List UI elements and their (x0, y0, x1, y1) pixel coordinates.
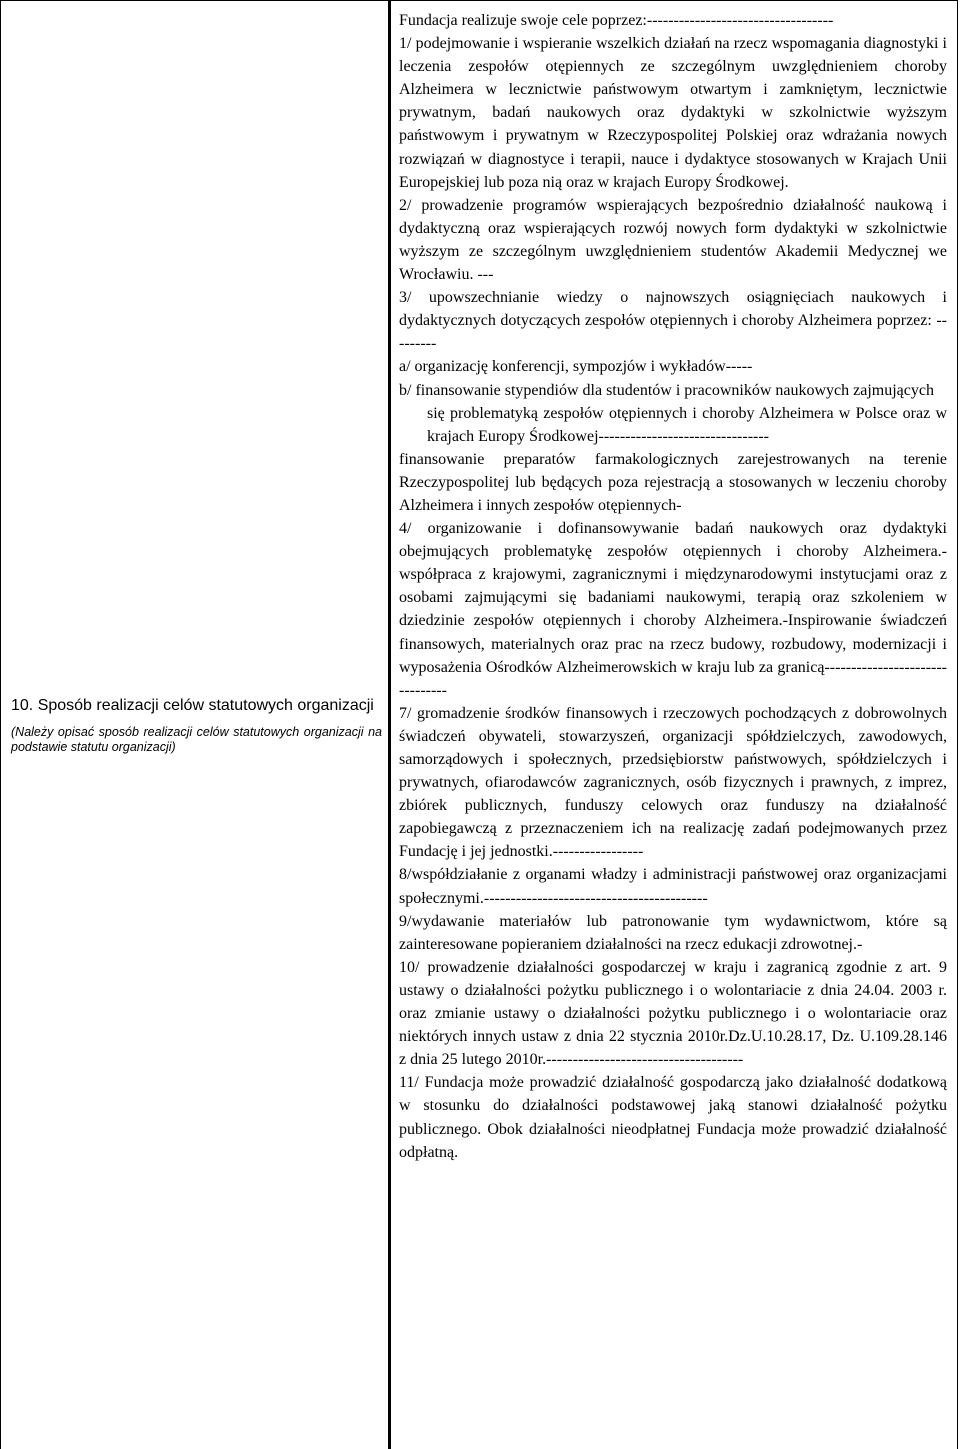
paragraph-4: 4/ organizowanie i dofinansowywanie badań naukowych oraz dydaktyki obejmujących problematykę zespołów otępiennych i choroby Alzheimera.-współpraca z krajowymi, zagranicznymi i międzynarodowymi instytucjami oraz z osobami zajmującymi się badaniami naukowymi, terapią oraz szkoleniem w dziedzinie zespołów otępiennych i choroby Alzheimera.-Inspirowanie świadczeń finansowych, materialnych oraz prac na rzecz budowy, rozbudowy, modernizacji i wyposażenia Ośrodków Alzheimerowskich w kraju lub za granicą-------------------------------- (399, 520, 947, 699)
section-content-cell (391, 1, 957, 1449)
intro-line: Fundacja realizuje swoje cele poprzez:----------------------------------- (399, 12, 834, 29)
section-label-cell (1, 1, 391, 1449)
paragraph-2: 2/ prowadzenie programów wspierających bezpośrednio działalność naukową i dydaktyczną oraz wspierających rozwój nowych form dydaktyki w szkolnictwie wyższym ze szczególnym uwzględnieniem studentów Akademii Medycznej we Wrocławiu. --- (399, 196, 947, 284)
paragraph-3a: a/ organizację konferencji, sympozjów i wykładów----- (399, 358, 753, 376)
section-title: 10. Sposób realizacji celów statutowych organizacji (11, 697, 374, 714)
paragraph-3b: b/ finansowanie stypendiów dla studentów i pracowników naukowych zajmujących (399, 381, 934, 399)
paragraph-7: 7/ gromadzenie środków finansowych i rzeczowych pochodzących z dobrowolnych świadczeń obywateli, stowarzyszeń, organizacji spółdzielczych, zawodowych, samorządowych i społecznych, przedsiębiorstw państwowych, spółdzielczych i prywatnych, ofiarodawców zagranicznych, osób fizycznych i prawnych, z imprez, zbiórek publicznych, funduszy celowych oraz funduszy na działalność zapobiegawczą z przeznaczeniem ich na realizację zadań podejmowanych przez Fundację i jej jednostki.----------------- (399, 704, 947, 861)
paragraph-financing: finansowanie preparatów farmakologicznych zarejestrowanych na terenie Rzeczypospolitej lub będących poza rejestracją a stosowanych w leczeniu choroby Alzheimera i innych zespołów otępiennych- (399, 450, 947, 514)
paragraph-1: 1/ podejmowanie i wspieranie wszelkich działań na rzecz wspomagania diagnostyki i leczenia zespołów otępiennych ze szczególnym uwzględnieniem choroby Alzheimera w lecznictwie państwowym otwartym i zamkniętym, lecznictwie prywatnym, badań naukowych oraz dydaktyki w szkolnictwie wyższym państwowym i prywatnym w Rzeczypospolitej Polskiej oraz wdrażania nowych rozwiązań w diagnostyce i terapii, nauce i dydaktyce stosowanych w Krajach Unii Europejskiej lub poza nią oraz w krajach Europy Środkowej. (399, 35, 947, 191)
paragraph-3: 3/ upowszechnianie wiedzy o najnowszych osiągnięciach naukowych i dydaktycznych dotyczących zespołów otępiennych i choroby Alzheimera poprzez: --------- (399, 289, 947, 353)
paragraph-9: 9/wydawanie materiałów lub patronowanie tym wydawnictwom, które są zainteresowane popieraniem działalności na rzecz edukacji zdrowotnej.- (399, 912, 947, 953)
paragraph-11: 11/ Fundacja może prowadzić działalność gospodarczą jako działalność dodatkową w stosunku do działalności podstawowej jaką stanowi działalność pożytku publicznego. Obok działalności nieodpłatnej Fundacja może prowadzić działalność odpłatną. (399, 1074, 947, 1161)
paragraph-10: 10/ prowadzenie działalności gospodarczej w kraju i zagranicą zgodnie z art. 9 ustawy o działalności pożytku publicznego i o wolontariacie z dnia 24.04. 2003 r. oraz zmianie ustawy o działalności pożytku publicznego i o wolontariacie oraz niektórych innych ustaw z dnia 22 stycznia 2010r.Dz.U.10.28.17, Dz. U.109.28.146 z dnia 25 lutego 2010r.------------------------------------- (399, 958, 947, 1069)
section-hint: (Należy opisać sposób realizacji celów statutowych organizacji na podstawie statutu organizacji) (11, 725, 382, 754)
paragraph-8: 8/współdziałanie z organami władzy i administracji państwowej oraz organizacjami społecznymi.------------------------------------------ (399, 866, 947, 907)
paragraph-3b-continued: się problematyką zespołów otępiennych i choroby Alzheimera w Polsce oraz w krajach Europy Środkowej-------------------------------- (427, 404, 947, 445)
